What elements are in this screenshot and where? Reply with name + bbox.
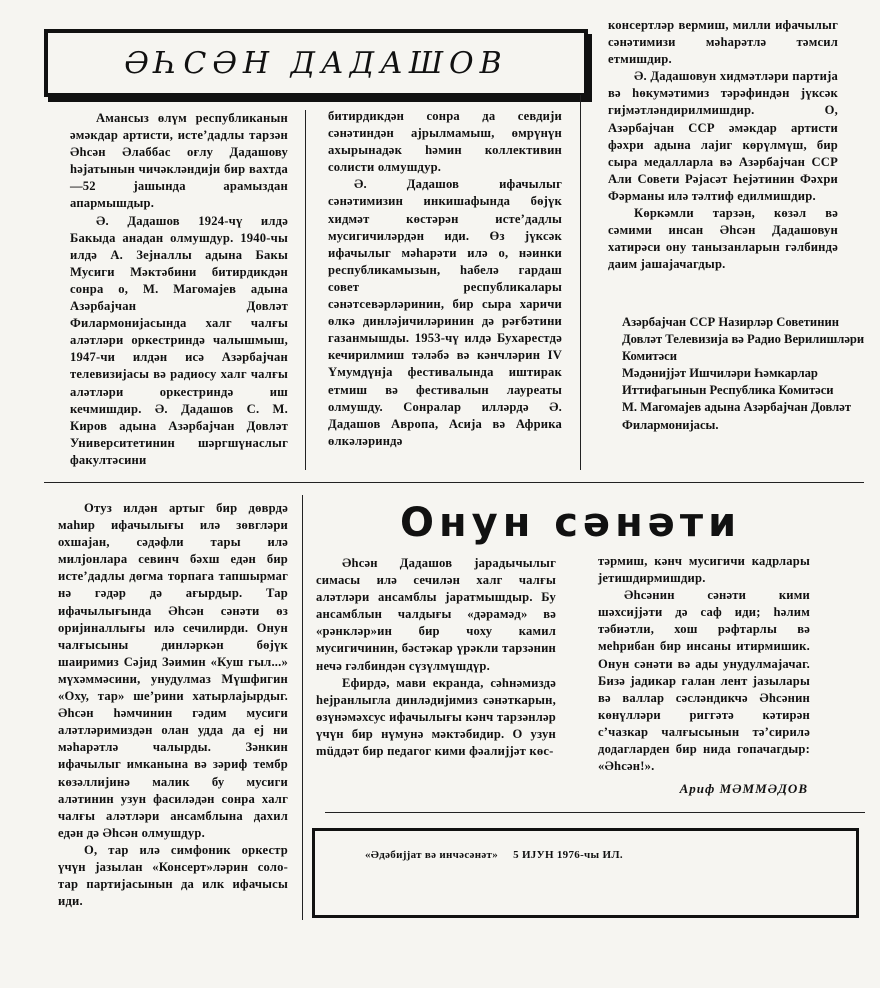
obituary-signatories [622,314,866,434]
section-divider [44,482,864,483]
citation-date: 5 ИЈУН 1976-чы ИЛ. [513,849,623,861]
obituary-title-box [44,29,588,97]
signatory: М. Магомајев адына Азәрбајчан Довләт Филармонијасы. [622,400,852,432]
obituary-paragraph: Көркәмли тарзән, көзәл вә сәмими инсан Әһсән Дадашовун хатирәси ону танызанларын гәлбиндә даим јашајачагдыр. [608,206,838,272]
signatory: Мәдәнијјәт Ишчиләри Һәмкарлар Иттифагынын Республика Комитәси [622,366,834,398]
obituary-paragraph: Ә. Дадашов 1924-чү илдә Бакыда анадан олмушдур. 1940-чы илдә А. Зејналлы адына Бакы Мусиги Мәктәбини битирдикдән сонра о, М. Магомајев адына Азәрбајчан Довләт Филармонијасында халг чалғы аләтләри оркестриндә чалышмыш, 1947-чи илдән исә Азәрбајчан телевизијасы вә радиосу халг чалғы аләтләри оркестриндә иш кечмишдир. Ә. Дадашов С. М. Киров адына Азәрбајчан Довләт Университетинин шәргшүнаслыг факултәсини [70,213,288,467]
obituary-paragraph: битирдикдән сонра да севдији сәнәтиндән ајрылмамыш, өмрүнүн ахырынадәк һәмин коллективин солисти олмушдур. [328,109,562,175]
article-column-3 [598,553,810,775]
article-paragraph: тәрмиш, кәнч мусигичи кадрлары јетишдирмишдир. [598,554,810,586]
article-paragraph: Ефирдә, мави екранда, сәһнәмиздә һејранлыгла динләдијимиз сәнәткарын, өзүнәмәхсус ифачылығы кәнч тарзәнләр үчүн бир нүмунә мәктәбидир. О узун müддәт бир педагог кими фәалијјәт көс- [316,675,556,759]
column-divider [305,110,306,470]
article-column-2 [316,555,556,760]
author-underline [325,812,865,813]
article-author: Ариф МӘММӘДОВ [679,781,808,796]
obituary-column-2 [328,108,562,450]
column-divider [580,95,581,470]
article-headline: Онун сәнәти [400,500,742,546]
obituary-paragraph: Амансыз өлүм республиканын әмәкдар артисти, истеʼдадлы тарзән Әһсән Әлаббас оғлу Дадашову һәјатынын чичәкләндији бир вахтда—52 јашында арамыздан апармышдыр. [70,111,288,211]
signatory: Азәрбајчан ССР Назирләр Советинин Довләт Телевизија вә Радио Верилишләри Комитәси [622,315,865,364]
obituary-column-3 [608,17,838,273]
article-paragraph: Отуз илдән артыг бир дөврдә маһир ифачылығы илә зөвгләри охшајан, сәдәфли тары илә милјонлара севинч бәхш едән бир истеʼдадлы дөгма торпага тапшырмаг нә гәдәр дә ағырдыр. Тар ифачылығында Әһсән сәнәти өз оријиналлығы илә сечилирди. Онун чалғысыны динләркән бөјүк шаиримиз Сәјид Зәимин «Куш гыл...» мүхәммәсини, унудулмаз Мүшфигин «Оху, тар» шеʼрини хатырлајырдыг. Әһсән һәмчинин гәдим мусиги аләтләримиздән олан удда да еј ни мәһарәтлә чалырды. Зәнкин ифачылыг имканына вә зәриф тембр көзәллијинә малик бу мусиги алəтинин узун фасиләдән сонра халг чалғы аләтләри ансамблына дахил едән дә Әһсән олмушдур. [58,501,288,840]
obituary-title: ӘҺСӘН ДАДАШОВ [124,45,508,81]
obituary-paragraph: Ә. Дадашовун хидмәтләри партија вә һөкумәтимиз тәрәфиндән јүксәк гијмәтләндирилмишдир. О, Азәрбајчан ССР әмәкдар артисти фәхри адына лајиг көрүлмүш, бир сыра медалларла вә Азәрбајчан ССР Али Совети Рәјасәт Һејәтинин Фәхри Фәрманы илә тәлтиф едилмишдир. [608,69,838,203]
citation-box [312,828,859,918]
obituary-paragraph: Ә. Дадашов ифачылыг сәнәтимизин инкишафында бөјүк хидмәт көстәрән истеʼдадлы мусигичиләрдән иди. Өз јүксәк ифачылыг мәһарәти илә о, нәинки республикамызын, һабелә гардаш совет республикалары сәнәтсевәрләринин, бир сыра харичи өлкә динләјичиләринин дә рәғбәтини газанмышды. 1953-чү илдә Бухарестдә кечирилмиш тәләбә вә кәнчләрин IV Үмумдүнја фестивалында иштирак етмиш вә фестивалын лауреаты олмушду. Сонралар илләрдә Ә. Дадашов Авропа, Асија вә Африка өлкәләриндә [328,177,562,448]
article-paragraph: Әһсән Дадашов јарадычылыг симасы илә сечилән халг чалғы аләтләри ансамблы јаратмышдыр. Бу ансамблын чалдығы «дәрамәд» вә «рәнкләр»ин бир чоху камил мусигичинин, бәстәкар үрәкли тарзәнин нечә гәлбиндән сүзүлмүшдүр. [316,556,556,673]
obituary-column-1 [70,110,288,469]
article-column-1 [58,500,288,910]
column-divider [302,495,303,920]
article-paragraph: О, тар илә симфоник оркестр үчүн јазылан «Консерт»ләрин соло-тар партијасынын да илк ифачысы иди. [58,842,288,909]
citation-text [365,849,635,861]
article-paragraph: Әһсәнин сәнәти кими шәхсијјәти дә саф иди; һәлим тәбиәтли, хош рәфтарлы вә меһрибан бир инсаны итирмишик. Онун сәнәти вә ады унудулмајачаг. Бизә јадикар галан лент јазылары вә валлар сәсләндикчә Әһсәнин көнүлләри риггәтә кәтирән сʼчазкар чалғысынын тәʼсирилә додагларден бир нида гопачагдыр: «Әһсән!». [598,588,810,774]
citation-source: «Әдәбијјат вә инчәсәнәт» [365,849,499,861]
obituary-paragraph: консертләр вермиш, милли ифачылыг сәнәтимизи мәһарәтлә тәмсил етмишдир. [608,18,838,67]
